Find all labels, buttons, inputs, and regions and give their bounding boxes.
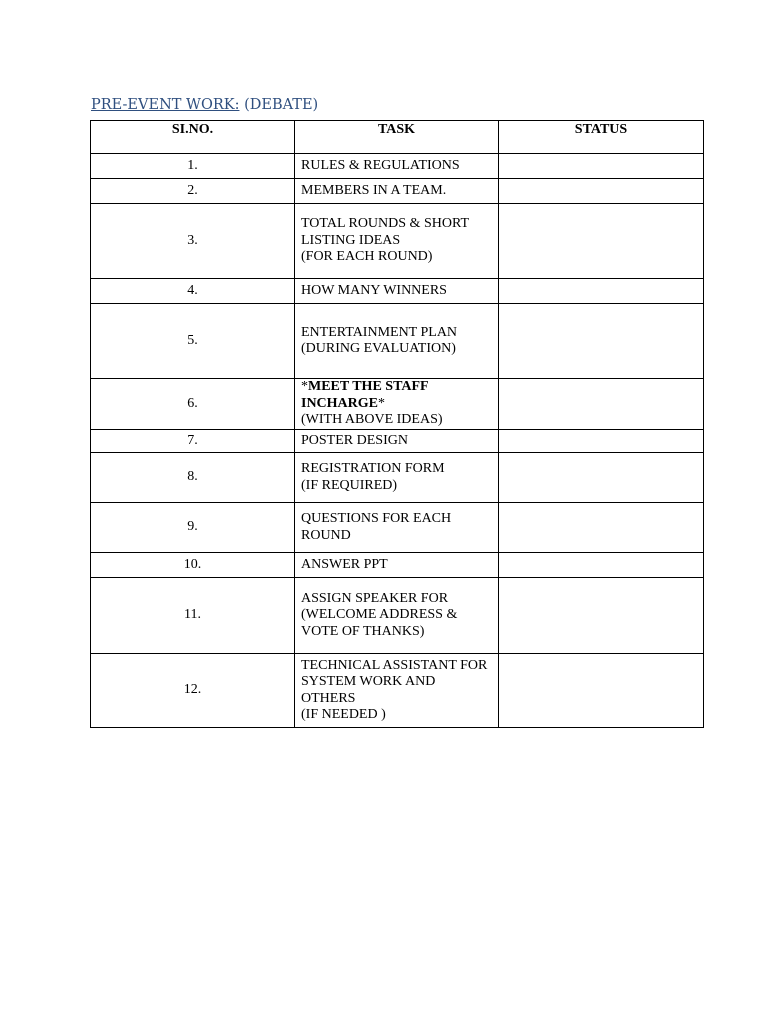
task-line: TOTAL ROUNDS & SHORT <box>301 216 469 232</box>
task-line: (WITH ABOVE IDEAS) <box>301 412 443 428</box>
row-task <box>295 279 499 304</box>
table-row <box>91 304 704 379</box>
row-number: 2. <box>91 179 295 204</box>
task-line: VOTE OF THANKS) <box>301 623 425 639</box>
row-status[interactable] <box>499 279 704 304</box>
table-row <box>91 430 704 453</box>
row-task <box>295 430 499 453</box>
header-task: TASK <box>295 121 499 154</box>
row-status[interactable] <box>499 503 704 553</box>
row-status[interactable] <box>499 154 704 179</box>
row-number: 12. <box>91 654 295 728</box>
heading-title: PRE-EVENT WORK: <box>91 97 240 113</box>
row-task <box>295 553 499 578</box>
row-task <box>295 654 499 728</box>
table-row <box>91 578 704 654</box>
row-number: 5. <box>91 304 295 379</box>
header-status: STATUS <box>499 121 704 154</box>
task-line: QUESTIONS FOR EACH <box>301 511 452 526</box>
row-status[interactable] <box>499 553 704 578</box>
table-row <box>91 154 704 179</box>
task-line: (WELCOME ADDRESS & <box>301 607 458 623</box>
task-line: ASSIGN SPEAKER FOR <box>301 590 449 606</box>
asterisk-close: * <box>378 395 386 411</box>
task-line: OTHERS <box>301 690 356 706</box>
heading-subtitle: (DEBATE) <box>244 97 319 113</box>
task-line-bold <box>301 379 498 396</box>
task-bold-text: INCHARGE <box>301 395 379 411</box>
row-task <box>295 204 499 279</box>
table-row <box>91 179 704 204</box>
row-task <box>295 379 499 430</box>
task-line: MEMBERS IN A TEAM. <box>301 182 447 198</box>
row-status[interactable] <box>499 304 704 379</box>
row-status[interactable] <box>499 654 704 728</box>
row-status[interactable] <box>499 179 704 204</box>
row-number: 9. <box>91 503 295 553</box>
task-line-bold <box>301 396 498 413</box>
row-task <box>295 503 499 553</box>
table-row <box>91 204 704 279</box>
task-line: TECHNICAL ASSISTANT FOR <box>301 657 488 673</box>
header-sno: SI.NO. <box>91 121 295 154</box>
table-header-row <box>91 121 704 154</box>
table-row <box>91 553 704 578</box>
task-line: ENTERTAINMENT PLAN <box>301 324 458 340</box>
row-number: 7. <box>91 430 295 453</box>
row-number: 6. <box>91 379 295 430</box>
task-line: SYSTEM WORK AND <box>301 674 436 689</box>
row-number: 4. <box>91 279 295 304</box>
row-status[interactable] <box>499 379 704 430</box>
row-status[interactable] <box>499 430 704 453</box>
row-task <box>295 154 499 179</box>
row-status[interactable] <box>499 578 704 654</box>
task-line: (FOR EACH ROUND) <box>301 249 433 265</box>
task-line: RULES & REGULATIONS <box>301 157 460 173</box>
row-number: 8. <box>91 453 295 503</box>
table-row <box>91 279 704 304</box>
row-number: 1. <box>91 154 295 179</box>
row-task <box>295 304 499 379</box>
task-line: POSTER DESIGN <box>301 432 408 448</box>
task-line: REGISTRATION FORM <box>301 461 445 476</box>
row-task <box>295 453 499 503</box>
row-status[interactable] <box>499 204 704 279</box>
task-line: ROUND <box>301 527 351 543</box>
row-task <box>295 578 499 654</box>
task-line: (IF REQUIRED) <box>301 477 398 493</box>
task-line: ANSWER PPT <box>301 556 388 572</box>
table-row <box>91 453 704 503</box>
row-task <box>295 179 499 204</box>
task-line: (DURING EVALUATION) <box>301 341 456 356</box>
task-bold-text: MEET THE STAFF <box>308 379 429 395</box>
task-line: HOW MANY WINNERS <box>301 282 447 298</box>
row-number: 10. <box>91 553 295 578</box>
task-line: LISTING IDEAS <box>301 232 401 248</box>
table-row <box>91 503 704 553</box>
row-number: 3. <box>91 204 295 279</box>
row-status[interactable] <box>499 453 704 503</box>
task-line: (IF NEEDED ) <box>301 707 386 722</box>
page-heading <box>91 97 318 113</box>
task-table <box>90 120 704 728</box>
asterisk-open: * <box>301 379 308 395</box>
table-row <box>91 379 704 430</box>
row-number: 11. <box>91 578 295 654</box>
table-row <box>91 654 704 728</box>
